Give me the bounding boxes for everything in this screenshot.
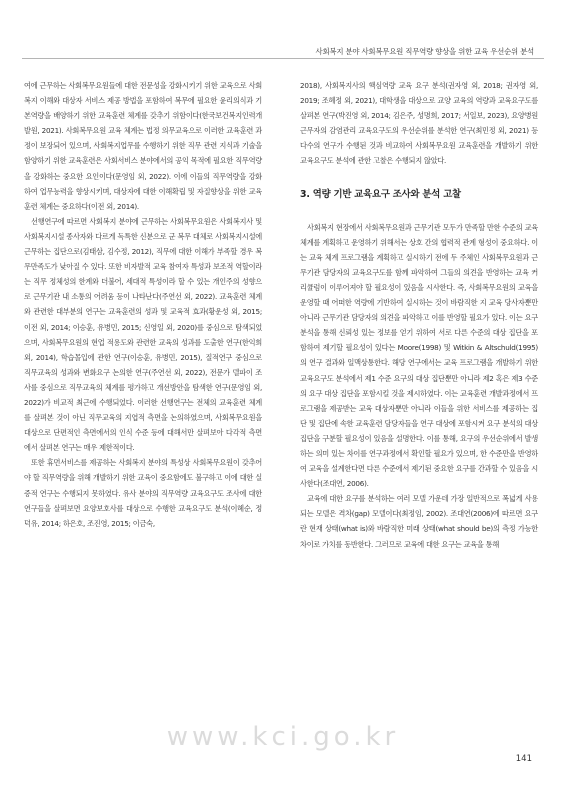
header-rule — [22, 58, 544, 59]
left-column — [24, 78, 262, 531]
body-paragraph: 선행연구에 따르면 사회복지 분야에 근무하는 사회복무요원은 사회복지사 및 사회복지시설 종사자와 다르게 독특한 신분으로 군 복무 대체로 사회복지시설에 근무하는 집단으로(김태삼, 김수정, 2012), 직무에 대한 이해가 부족할 경우 복무만족도가 낮아질 수 있다. 또한 비자발적 교육 참여자 특성과 보조적 역할이라는 직무 정체성의 한계와 더불어, 세대적 특성이라 할 수 있는 개인주의 성향으로 근무기관 내 소통의 어려움 등이 나타난다(주연선 외, 2022). 교육훈련 체계와 관련한 대부분의 연구는 교육훈련의 성과 및 교육적 효과(황운성 외, 2015; 이전 외, 2014; 이승훈, 유병민, 2015; 신영일 외, 2020)를 중심으로 탐색되었으며, 사회복무요원의 현업 적용도와 관련한 교육의 성과를 도출한 연구(한익희 외, 2014), 학습몰입에 관한 연구(이승훈, 유병민, 2015), 질적연구 중심으로 직무교육의 성과와 변화요구 논의한 연구(주연선 외, 2022), 전문가 델파이 조사를 중심으로 직무교육의 체계를 평가하고 개선방안을 탐색한 연구(문영임 외, 2022)가 비교적 최근에 수행되었다. 이러한 선행연구는 전체의 교육훈련 체계를 살펴본 것이 아닌 직무교육의 지엽적 측면을 논의하였으며, 사회복무요원을 대상으로 단편적인 측면에서의 인식 수준 등에 대해서만 살펴보아 다각적 측면에서 살펴본 연구는 매우 제한적이다. — [24, 216, 262, 453]
section-heading: 3. 역량 기반 교육요구 조사와 분석 고찰 — [300, 188, 461, 200]
body-paragraph: 여에 근무하는 사회복무요원들에 대한 전문성을 강화시키기 위한 교육으로 사회복지 이해와 대상자 서비스 제공 방법을 포함하여 복무에 필요한 윤리의식과 기본역량을 배양하기 위한 교육훈련 체계를 갖추기 위함이다(한국보건복지인력개발원, 2021). 사회복무요원 교육 체계는 법정 의무교육으로 이러한 교육훈련 과정이 보장되어 있으며, 사회복지업무를 수행하기 위한 직무 관련 지식과 기술을 함양하기 위한 교육훈련은 사회서비스 분야에서의 공익 목적에 필요한 직무역량을 강화하는 중요한 요인이다(문영임 외, 2022). 이에 이들의 직무역량을 강화하여 업무능력을 향상시키며, 대상자에 대한 이해확립 및 자질향상을 위한 교육훈련 체계는 중요하다(이전 외, 2014). — [24, 81, 262, 211]
right-column — [300, 78, 538, 552]
running-header: 사회복지 분야 사회복무요원 직무역량 향상을 위한 교육 우선순위 분석 — [315, 47, 534, 56]
body-paragraph: 또한 휴먼서비스를 제공하는 사회복지 분야의 특성상 사회복무요원이 갖추어야 할 직무역량을 위해 개발하기 위한 교육이 중요함에도 불구하고 이에 대한 실증적 연구는 수행되지 못하였다. 유사 분야의 직무역량 교육요구도 조사에 대한 연구들을 살펴보면 요양보호사를 대상으로 수행한 교육요구도 분석(이혜순, 정덕유, 2014; 하은호, 조진영, 2015; 이금숙, — [24, 458, 262, 528]
body-paragraph: 사회복지 현장에서 사회복무요원과 근무기관 모두가 만족할 만한 수준의 교육 체계를 계획하고 운영하기 위해서는 상호 간의 협력적 관계 형성이 중요하다. 이는 교육 체계 프로그램을 계획하고 실시하기 전에 두 주체인 사회복무요원과 근무기관 담당자의 교육요구도를 함께 파악하여 그들의 의견을 반영하는 교육 커리큘럼이 이루어져야 할 필요성이 있음을 시사한다. 즉, 사회복무요원의 교육을 운영할 때 어떠한 역량에 기반하여 실시하는 것이 바람직한 지 교육 당사자뿐만 아니라 근무기관 담당자의 의견을 파악하고 이를 반영할 필요가 있다. 이는 요구 분석을 통해 신뢰성 있는 정보를 얻기 위하여 서로 다른 수준의 대상 집단을 포함하여 제기할 필요성이 있다는 Moore(1998) 및 Witkin & Altschuld(1995)의 연구 결과와 일맥상통한다. 해당 연구에서는 교육 프로그램을 개발하기 위한 교육요구도 분석에서 제1 수준 요구의 대상 집단뿐만 아니라 제2 혹은 제3 수준의 요구 대상 집단을 포함시킬 것을 제시하였다. 이는 교육훈련 개발과정에서 프로그램을 제공받는 교육 대상자뿐만 아니라 이들을 위한 서비스를 제공하는 집단 및 집단에 속한 교육훈련 담당자들을 연구 대상에 포함시켜 요구 분석의 대상 집단을 구분할 필요성이 있음을 설명한다. 이를 통해, 요구의 우선순위에서 발생하는 의미 있는 차이를 연구과정에서 확인할 필요가 있으며, 한 수준만을 반영하여 교육을 설계한다면 다른 수준에서 제기된 중요한 요구를 간과할 수 있음을 시사한다(조대연, 2006). — [300, 222, 538, 489]
body-paragraph: 교육에 대한 요구를 분석하는 여러 모델 가운데 가장 일반적으로 폭넓게 사용되는 모델은 격차(gap) 모델이다(최정임, 2002). 조대연(2006)에 따르면 요구란 현재 상태(what is)와 바람직한 미래 상태(what should be)의 측정 가능한 차이로 가치를 동반한다. 그러므로 교육에 대한 요구는 교육을 통해 — [300, 494, 538, 549]
body-paragraph: 2018), 사회복지사의 핵심역량 교육 요구 분석(권자영 외, 2018; 권자영 외, 2019; 조혜정 외, 2021), 대학생을 대상으로 교양 교육의 역량과 교육요구도를 살펴본 연구(박진영 외, 2014; 김은주, 성명희, 2017; 서일보, 2023), 요양병원 근무자의 감염관리 교육요구도의 우선순위를 분석한 연구(최민정 외, 2021) 등 다수의 연구가 수행된 것과 비교하여 사회복무요원 교육훈련을 개발하기 위한 교육요구도 분석에 관한 고찰은 수행되지 않았다. — [300, 81, 538, 166]
watermark: www.kci.go.kr — [166, 722, 400, 752]
page-number: 141 — [515, 754, 532, 764]
